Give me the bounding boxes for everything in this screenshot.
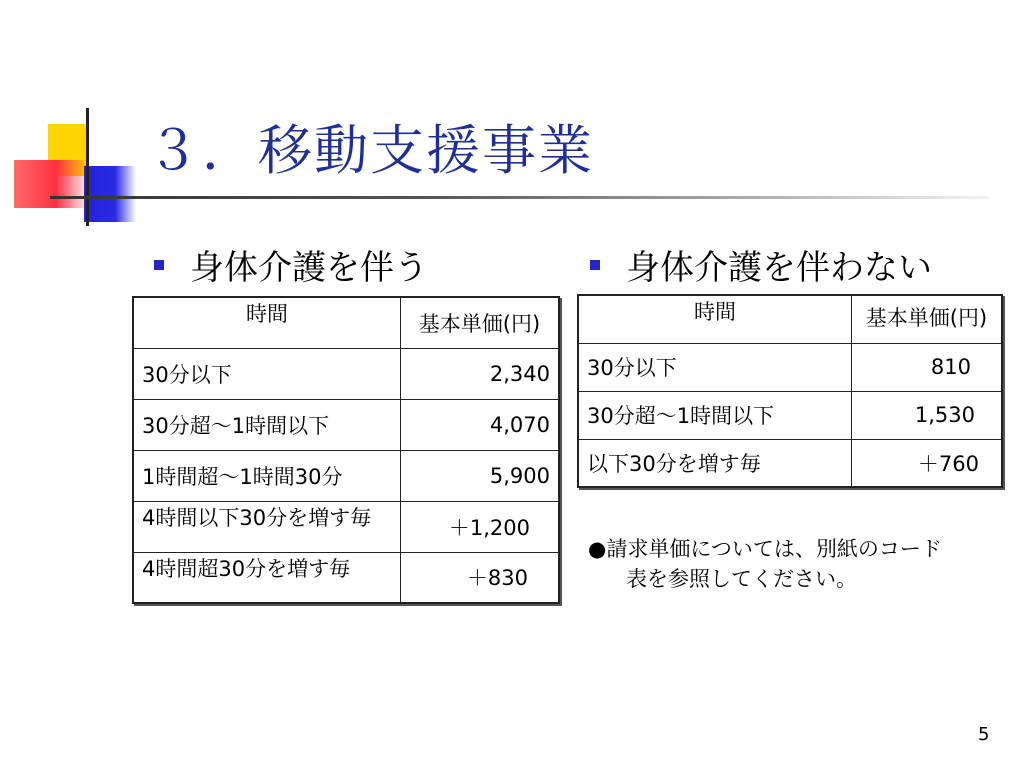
- table-row: [133, 399, 559, 450]
- table-row: [578, 343, 1002, 391]
- decor-red-square: [14, 160, 90, 208]
- note-line-2: 表を参照してください。: [626, 567, 857, 591]
- billing-note: [588, 534, 1008, 594]
- cell-time: 30分超～1時間以下: [133, 399, 401, 450]
- cell-price: ＋830: [401, 552, 560, 603]
- header-price: 基本単価(円): [401, 297, 560, 348]
- cell-price: ＋1,200: [401, 501, 560, 552]
- table-row: [133, 348, 559, 399]
- decor-blue-square: [84, 166, 136, 222]
- page-title: ３．移動支援事業: [146, 119, 594, 182]
- cell-time: 30分超～1時間以下: [578, 391, 852, 439]
- heading-label: 身体介護を伴う: [190, 248, 428, 288]
- table-row: [133, 501, 559, 552]
- note-line-1: ●請求単価については、別紙のコード: [588, 537, 942, 561]
- table-row: [578, 439, 1002, 487]
- cell-price: 5,900: [401, 450, 560, 501]
- table-header-row: [133, 297, 559, 348]
- title-underline: [50, 196, 990, 199]
- heading-with-physical-care: [154, 240, 428, 289]
- cell-time: 4時間超30分を増す毎: [133, 552, 401, 603]
- bullet-icon: [154, 260, 164, 270]
- table-row: [133, 552, 559, 603]
- cell-time: 以下30分を増す毎: [578, 439, 852, 487]
- heading-without-physical-care: [590, 240, 932, 289]
- header-time: 時間: [133, 297, 401, 348]
- cell-price: 810: [852, 343, 1003, 391]
- header-price: 基本単価(円): [852, 295, 1003, 343]
- header-time: 時間: [578, 295, 852, 343]
- cell-time: 30分以下: [578, 343, 852, 391]
- cell-time: 1時間超～1時間30分: [133, 450, 401, 501]
- fee-table-with-care: [132, 296, 560, 604]
- page-number: 5: [978, 724, 990, 745]
- decor-vertical-line: [86, 108, 89, 226]
- bullet-icon: [590, 260, 600, 270]
- cell-time: 4時間以下30分を増す毎: [133, 501, 401, 552]
- heading-label: 身体介護を伴わない: [626, 248, 932, 288]
- cell-price: 4,070: [401, 399, 560, 450]
- cell-price: ＋760: [852, 439, 1003, 487]
- cell-time: 30分以下: [133, 348, 401, 399]
- table-header-row: [578, 295, 1002, 343]
- table-row: [578, 391, 1002, 439]
- table-row: [133, 450, 559, 501]
- cell-price: 1,530: [852, 391, 1003, 439]
- cell-price: 2,340: [401, 348, 560, 399]
- fee-table-without-care: [577, 294, 1003, 488]
